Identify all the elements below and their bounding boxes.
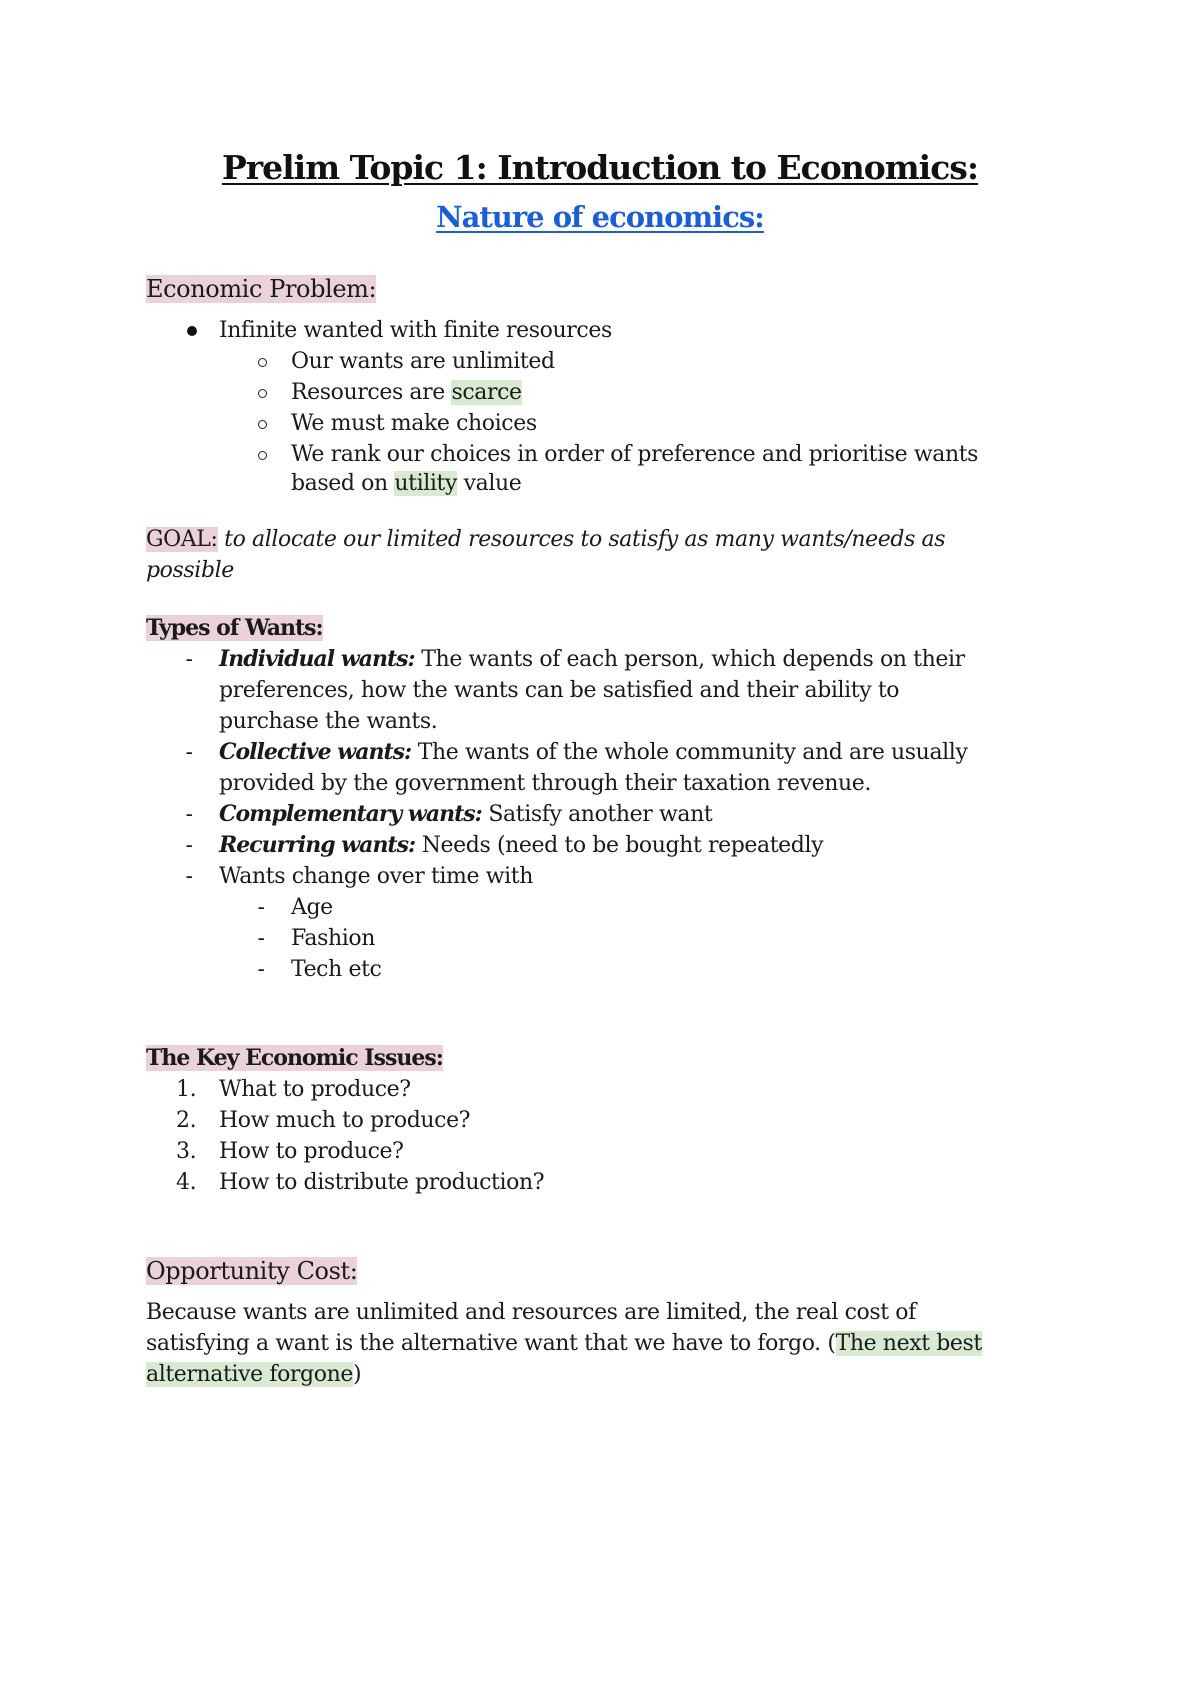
circle-bullet-icon bbox=[258, 358, 267, 367]
wants-change-item bbox=[146, 954, 1066, 985]
page-title: Prelim Topic 1: Introduction to Economics: bbox=[221, 148, 979, 187]
issue-number: 4. bbox=[176, 1170, 197, 1195]
sub-bullet-item bbox=[146, 439, 1066, 470]
sub-bullet-item bbox=[146, 377, 1066, 408]
goal-paragraph-cont: possible bbox=[146, 558, 234, 583]
issue-text: What to produce? bbox=[219, 1077, 411, 1102]
document-body bbox=[146, 272, 1066, 1390]
types-of-wants-heading bbox=[146, 613, 1066, 644]
goal-label: GOAL: bbox=[146, 527, 218, 552]
bullet-item bbox=[146, 315, 1066, 346]
economic-problem-heading bbox=[146, 272, 1066, 306]
issue-item bbox=[146, 1136, 1066, 1167]
dash-marker: - bbox=[257, 895, 265, 920]
wants-change-text: Tech etc bbox=[291, 957, 382, 982]
issue-text: How to produce? bbox=[219, 1139, 404, 1164]
circle-bullet-icon bbox=[258, 389, 267, 398]
dash-marker: - bbox=[185, 864, 193, 889]
types-of-wants-heading-text: Types of Wants: bbox=[146, 615, 323, 641]
dash-marker: - bbox=[185, 740, 193, 765]
wants-change-intro bbox=[146, 861, 1066, 892]
dash-marker: - bbox=[185, 833, 193, 858]
wants-item-individual bbox=[146, 644, 1066, 675]
issue-text: How to distribute production? bbox=[219, 1170, 545, 1195]
opportunity-cost-heading bbox=[146, 1254, 1066, 1288]
term-recurring: Recurring wants: bbox=[219, 832, 416, 858]
sub-bullet-item bbox=[146, 408, 1066, 439]
sub-bullet-text: value bbox=[457, 471, 522, 496]
issue-number: 1. bbox=[176, 1077, 197, 1102]
sub-bullet-item bbox=[146, 346, 1066, 377]
opportunity-cost-heading-text: Opportunity Cost: bbox=[146, 1257, 358, 1285]
dash-marker: - bbox=[185, 647, 193, 672]
term-description: Satisfy another want bbox=[481, 802, 713, 827]
wants-change-item bbox=[146, 892, 1066, 923]
dash-marker: - bbox=[185, 802, 193, 827]
wants-item-continuation: purchase the wants. bbox=[219, 709, 438, 734]
term-collective: Collective wants: bbox=[219, 739, 412, 765]
term-description: The wants of the whole community and are usually bbox=[411, 740, 968, 765]
wants-item-continuation: provided by the government through their taxation revenue. bbox=[219, 771, 872, 796]
term-description: Needs (need to be bought repeatedly bbox=[415, 833, 824, 858]
highlight-utility: utility bbox=[394, 471, 457, 496]
opportunity-cost-text: satisfying a want is the alternative want that we have to forgo. ( bbox=[146, 1331, 836, 1356]
wants-item-collective bbox=[146, 737, 1066, 768]
key-issues-heading-text: The Key Economic Issues: bbox=[146, 1045, 443, 1071]
circle-bullet-icon bbox=[258, 451, 267, 460]
dash-marker: - bbox=[257, 926, 265, 951]
term-description: The wants of each person, which depends on their bbox=[414, 647, 965, 672]
wants-change-text: Fashion bbox=[291, 926, 375, 951]
page-subtitle: Nature of economics: bbox=[436, 200, 764, 234]
issue-item bbox=[146, 1074, 1066, 1105]
economic-problem-heading-text: Economic Problem: bbox=[146, 275, 377, 303]
opportunity-cost-close: ) bbox=[352, 1362, 362, 1387]
issue-text: How much to produce? bbox=[219, 1108, 471, 1133]
sub-bullet-continuation bbox=[146, 468, 1066, 499]
wants-change-text: Age bbox=[291, 895, 333, 920]
issue-number: 3. bbox=[176, 1139, 197, 1164]
wants-item-continuation: preferences, how the wants can be satisfied and their ability to bbox=[219, 678, 900, 703]
highlight-next-best: The next best bbox=[835, 1331, 982, 1356]
wants-item-recurring bbox=[146, 830, 1066, 861]
issue-item bbox=[146, 1167, 1066, 1198]
term-complementary: Complementary wants: bbox=[219, 801, 482, 827]
goal-text: to allocate our limited resources to satisfy as many wants/needs as bbox=[217, 527, 946, 552]
bullet-text: Infinite wanted with finite resources bbox=[219, 318, 612, 343]
opportunity-cost-line: Because wants are unlimited and resources are limited, the real cost of bbox=[146, 1300, 916, 1325]
opportunity-cost-line bbox=[146, 1359, 1066, 1390]
sub-bullet-text: We rank our choices in order of preference and prioritise wants bbox=[291, 442, 979, 467]
wants-change-text: Wants change over time with bbox=[219, 864, 534, 889]
dash-marker: - bbox=[257, 957, 265, 982]
highlight-alternative-forgone: alternative forgone bbox=[146, 1362, 353, 1387]
opportunity-cost-line bbox=[146, 1328, 1066, 1359]
bullet-dot-icon bbox=[187, 326, 197, 336]
key-issues-heading bbox=[146, 1043, 1066, 1074]
term-individual: Individual wants: bbox=[219, 646, 415, 672]
circle-bullet-icon bbox=[258, 420, 267, 429]
highlight-scarce: scarce bbox=[451, 380, 522, 405]
wants-change-item bbox=[146, 923, 1066, 954]
sub-bullet-text: Our wants are unlimited bbox=[291, 349, 555, 374]
sub-bullet-text: based on bbox=[291, 471, 395, 496]
sub-bullet-text: Resources are bbox=[291, 380, 452, 405]
sub-bullet-text: We must make choices bbox=[291, 411, 537, 436]
issue-number: 2. bbox=[176, 1108, 197, 1133]
wants-item-complementary bbox=[146, 799, 1066, 830]
goal-paragraph bbox=[146, 524, 1066, 555]
issue-item bbox=[146, 1105, 1066, 1136]
